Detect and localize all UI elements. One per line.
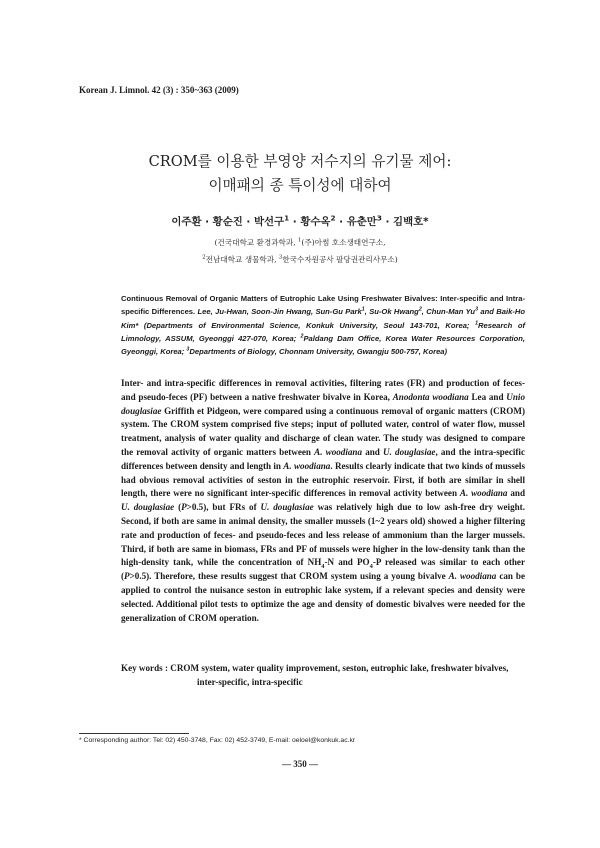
affiliation-superscript: 1: [298, 237, 302, 244]
chemical-subscript: 4: [321, 563, 325, 571]
footnote-divider: [79, 733, 189, 734]
english-affiliation-text: Paldang Dam Office, Korea Water Resources Corporation, Gyeonggi, Korea;: [121, 333, 525, 357]
english-title: Continuous Removal of Organic Matters of Eutrophic Lake Using Freshwater Bivalves: Inter-specific and Intra-specific Differences.: [121, 294, 525, 317]
english-author-text: , Chun-Man Yu: [421, 307, 476, 317]
korean-title-line-1: CROM를 이용한 부영양 저수지의 유기물 제어:: [148, 153, 452, 170]
abstract: [121, 377, 525, 625]
abstract-text: >0.5), but FRs of: [186, 502, 261, 513]
chemical-subscript: 4: [369, 563, 373, 571]
english-title-block: [121, 292, 525, 358]
korean-title: [0, 150, 600, 198]
abstract-text: and: [362, 446, 384, 457]
abstract-text: , and the intra-specific differences between density and length in: [121, 446, 525, 471]
species-name: U. douglasiae: [383, 446, 436, 457]
species-name: A. woodiana: [448, 571, 497, 582]
english-affiliation-text: Departments of Biology, Chonnam University, Gwangju 500-757, Korea): [189, 347, 448, 357]
species-name: A. woodiana: [314, 446, 363, 457]
abstract-text: >0.5). Therefore, these results suggest that CROM system using a young bivalve: [129, 571, 449, 582]
species-name: A. woodiana: [459, 488, 508, 499]
page-number: — 350 —: [282, 759, 318, 769]
english-affiliation-superscript: 2: [300, 333, 304, 340]
affiliation-text: (건국대학교 환경과학과,: [214, 238, 299, 247]
english-affiliation-superscript: 1: [475, 320, 479, 327]
author-superscript-1: 1: [284, 213, 290, 223]
author-group-3: · 유춘만: [335, 216, 377, 228]
journal-reference: Korean J. Limnol. 42 (3) : 350~363 (2009): [79, 85, 239, 95]
abstract-text: was relatively high due to low ash-free dry weight. Second, if both are same in animal density, the smaller mussels (1~2 years old) showed a higher filtering rate and production of feces- and pseudo-feces and less release of ammonium than the larger mussels. Third, if both are same in biomass, FRs and PF of mussels were higher in the low-density tank than the high-density tank, while the concentration of NH: [121, 502, 525, 568]
english-author-text: Lee, Ju-Hwan, Soon-Jin Hwang, Sun-Gu Park: [195, 307, 362, 317]
abstract-text: -N and PO: [324, 557, 370, 568]
korean-authors: [0, 213, 600, 228]
abstract-text: can be applied to control the nuisance seston in eutrophic lake system, if a relevant species and density were selected. Additional pilot tests to optimize the age and density of domestic bivalves were needed for the generalization of CROM operation.: [121, 571, 526, 623]
english-affiliation-text: Research of Limnology, ASSUM, Gyeonggi 427-070, Korea;: [121, 320, 525, 343]
abstract-text: (: [174, 502, 182, 513]
korean-title-line-2: 이매패의 종 특이성에 대하여: [208, 177, 392, 194]
english-author-superscript: 2: [418, 306, 422, 313]
abstract-text: Lea and: [468, 391, 507, 402]
english-author-superscript: 3: [475, 306, 479, 313]
keywords-text: CROM system, water quality improvement, seston, eutrophic lake, freshwater bivalves, inter-specific, intra-specific: [170, 663, 509, 687]
abstract-text: -P released was similar to each other (: [121, 557, 525, 582]
affiliation-superscript: 3: [278, 254, 283, 261]
affiliation-text: 전남대학교 생물학과,: [205, 255, 279, 264]
species-name: U. douglasiae: [121, 502, 175, 513]
species-name: U. douglasiae: [260, 502, 314, 513]
keywords: [121, 662, 525, 690]
korean-affiliation-line-2: [0, 251, 600, 268]
p-value-symbol: P: [181, 502, 187, 513]
abstract-text: . Results clearly indicate that two kinds of mussels had obvious removal activities of seston in the eutrophic reservoir. First, if both are similar in shell length, there were no significant inter-specific differences in removal activity between: [121, 460, 525, 499]
species-name: Unio douglasiae: [121, 391, 525, 416]
affiliation-superscript: 2: [202, 254, 206, 261]
author-group-4: · 김백호*: [381, 216, 429, 228]
affiliation-text: (주)아썸 호소생태연구소,: [301, 238, 386, 247]
species-name: Anodonta woodiana: [392, 391, 469, 402]
author-superscript-2: 2: [330, 213, 336, 223]
abstract-text: Inter- and intra-specific differences in removal activities, filtering rates (FR) and production of feces-and pseudo-feces (PF) between a native freshwater bivalve in Korea,: [121, 378, 525, 402]
author-group-1: 이주환 · 황순진 · 박선구: [171, 216, 285, 228]
abstract-text: and: [507, 488, 525, 499]
author-group-2: · 황수옥: [289, 216, 331, 228]
affiliation-text: 한국수자원공사 팔당권관리사무소): [282, 255, 398, 264]
english-affiliation-text: (Departments of Environmental Science, Konkuk University, Seoul 143-701, Korea;: [138, 320, 476, 330]
author-superscript-3: 3: [376, 213, 382, 223]
korean-affiliation-line-1: [0, 234, 600, 251]
p-value-symbol: P: [124, 571, 130, 582]
korean-affiliations: [0, 234, 600, 268]
english-author-text: and Baik-Ho Kim*: [121, 307, 525, 330]
english-author-superscript: 1: [361, 306, 365, 313]
english-author-text: , Su-Ok Hwang: [364, 307, 419, 317]
english-affiliation-superscript: 3: [186, 346, 190, 353]
species-name: A. woodiana: [283, 460, 331, 471]
keywords-label: Key words :: [121, 663, 171, 673]
corresponding-author-footnote: * Corresponding author: Tel: 02) 450-3748, Fax: 02) 452-3749, E-mail: oeloel@konkuk.ac.kr: [79, 737, 356, 744]
abstract-text: Griffith et Pidgeon, were compared using a continuous removal of organic matters (CROM) system. The CROM system comprised five steps; input of polluted water, control of water flow, mussel treatment, analysis of water quality and discharge of clean water. The study was designed to compare the removal activity of organic matters between: [121, 405, 525, 457]
